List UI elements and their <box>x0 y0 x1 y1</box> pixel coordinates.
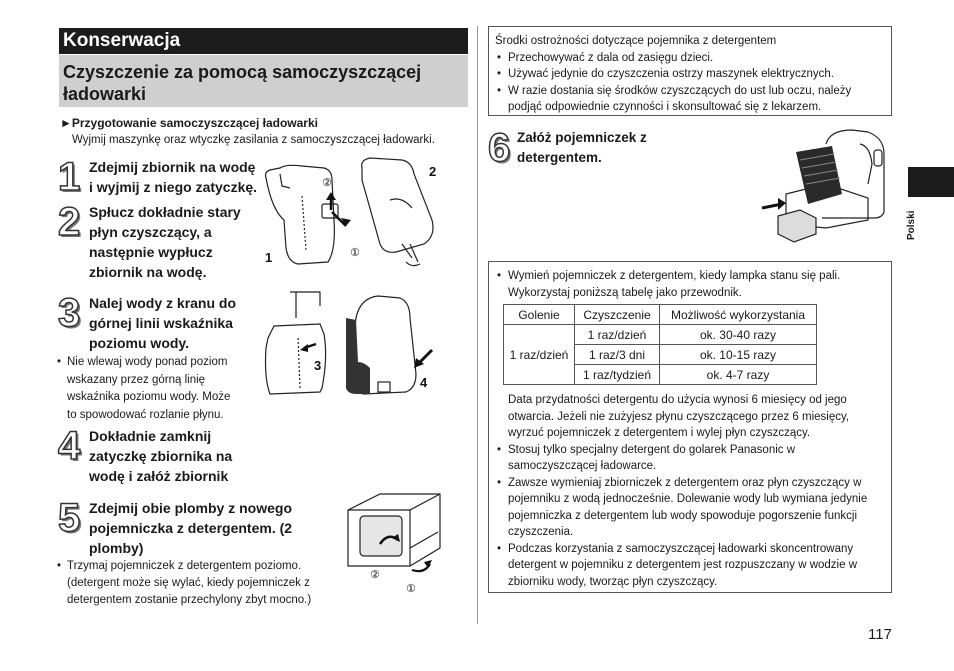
step-number-2: 2 <box>58 200 81 244</box>
step-6-line: detergentem. <box>517 150 602 165</box>
caution-title: Środki ostrożności dotyczące pojemnika z detergentem <box>495 35 777 47</box>
prep-heading: ►Przygotowanie samoczyszczącej ładowarki <box>60 116 318 130</box>
page-number: 117 <box>868 626 892 643</box>
note-line: Nie wlewaj wody ponad poziom <box>67 356 228 368</box>
step-5-note: • Trzymaj pojemniczek z detergentem poziomo. (detergent może się wylać, kiedy pojemniczek z detergentem zostanie przechylony zbyt mocno.) <box>56 558 346 609</box>
language-label: Polski <box>906 210 917 240</box>
info-item: • Podczas korzystania z samoczyszczącej ładowarki skoncentrowany detergent w pojemniku z detergentem jest rozpuszczany w wodzie w zbiorniku wody, tworząc płyn czyszczący. <box>495 541 887 591</box>
step-5-line: pojemniczka z detergentem. (2 <box>89 520 293 536</box>
figure-fill-water <box>260 288 440 410</box>
section-heading: Konserwacja <box>59 28 468 54</box>
step-4-text <box>89 426 269 486</box>
table-cell: ok. 4-7 razy <box>660 365 817 385</box>
info-box <box>488 261 892 593</box>
figure-cartridge-seals <box>340 488 480 598</box>
figure-insert-cartridge <box>756 124 892 248</box>
caution-item: • Używać jedynie do czyszczenia ostrzy maszynek elektrycznych. <box>495 66 885 83</box>
info-intro-block: • Wymień pojemniczek z detergentem, kiedy lampka stanu się pali. Wykorzystaj poniższą tabelę jako przewodnik. <box>497 270 841 299</box>
figure-callout: ② <box>322 176 332 189</box>
step-4-line: Dokładnie zamknij <box>89 428 212 444</box>
table-cell: 1 raz/tydzień <box>575 365 660 385</box>
step-number-3: 3 <box>58 291 81 335</box>
step-4-line: wodę i załóż zbiornik <box>89 468 229 484</box>
step-3-note: • Nie wlewaj wody ponad poziom wskazany przez górną linię wskaźnika poziomu wody. Może to spowodować rozlanie płynu. <box>56 354 256 424</box>
figure-callout: ① <box>406 582 416 595</box>
table-cell: ok. 30-40 razy <box>660 325 817 345</box>
info-item: • Zawsze wymieniaj zbiorniczek z detergentem oraz płyn czyszczący w pojemniku z wodą jednocześnie. Dolewanie wody lub wymiana jedynie pojemniczka z detergentem lub wody spowoduje pogorszenie funkcji czyszczenia. <box>495 475 887 541</box>
table-cell: 1 raz/dzień <box>575 325 660 345</box>
step-1-text <box>89 157 269 197</box>
figure-remove-tank <box>262 150 448 270</box>
step-3-text <box>89 293 269 353</box>
prep-text: Wyjmij maszynkę oraz wtyczkę zasilania z samoczyszczącej ładowarki. <box>72 134 435 146</box>
column-divider <box>477 26 478 624</box>
language-tab <box>908 167 954 197</box>
info-body <box>495 392 887 590</box>
step-number-1: 1 <box>58 155 81 199</box>
note-line: (detergent może się wylać, kiedy pojemniczek z <box>67 577 310 589</box>
note-line: wskaźnika poziomu wody. Może <box>67 391 231 403</box>
table-header: Golenie <box>504 305 575 325</box>
figure-label: 4 <box>420 375 428 390</box>
note-line: to spowodować rozlanie płynu. <box>67 408 224 421</box>
step-2-line: płyn czyszczący, a <box>89 224 212 240</box>
note-line: wskazany przez górną linię <box>67 373 206 386</box>
page-title: Czyszczenie za pomocą samoczyszczącej ładowarki <box>59 55 468 107</box>
step-2-text <box>89 202 269 282</box>
table-cell: 1 raz/3 dni <box>575 345 660 365</box>
step-4-line: zatyczkę zbiornika na <box>89 448 233 464</box>
table-cell: 1 raz/dzień <box>504 325 575 385</box>
caution-item: • Przechowywać z dala od zasięgu dzieci. <box>495 50 885 67</box>
step-number-6: 6 <box>488 126 511 170</box>
note-line: detergentem zostanie przechylony zbyt mocno.) <box>67 594 312 606</box>
figure-label: 2 <box>429 164 437 179</box>
step-3-line: Nalej wody z kranu do <box>89 295 237 311</box>
caution-item: • W razie dostania się środków czyszczących do ust lub oczu, należy podjąć odpowiednie czynności i skonsultować się z lekarzem. <box>495 83 885 116</box>
step-5-line: Zdejmij obie plomby z nowego <box>89 500 293 516</box>
info-intro: Wymień pojemniczek z detergentem, kiedy lampka stanu się pali. Wykorzystaj poniższą tabelę jako przewodnik. <box>508 270 841 299</box>
step-3-line: poziomu wody. <box>89 335 190 351</box>
step-5-line: plomby) <box>89 540 144 556</box>
table-header: Możliwość wykorzystania <box>660 305 817 325</box>
step-6-text <box>517 128 717 168</box>
step-6-line: Załóż pojemniczek z <box>517 130 647 145</box>
step-2-line: Spłucz dokładnie stary <box>89 204 241 220</box>
step-3-line: górnej linii wskaźnika <box>89 315 233 331</box>
note-line: Trzymaj pojemniczek z detergentem poziomo. <box>67 560 302 572</box>
step-5-text <box>89 498 339 558</box>
info-expiry: Data przydatności detergentu do użycia wynosi 6 miesięcy od jego otwarcia. Jeżeli nie zużyjesz płynu czyszczącego przez 6 miesięcy, wyrzuć pojemniczek z detergentem i wylej płyn czyszczący. <box>508 394 850 439</box>
step-2-line: zbiornik na wodę. <box>89 264 207 280</box>
caution-box <box>488 26 892 116</box>
step-2-line: następnie wypłucz <box>89 244 213 260</box>
figure-label: 3 <box>314 358 322 373</box>
figure-label: 1 <box>265 250 273 265</box>
step-1-line: i wyjmij z niego zatyczkę. <box>89 179 258 195</box>
step-1-line: Zdejmij zbiornik na wodę <box>89 159 256 175</box>
info-item: • Stosuj tylko specjalny detergent do golarek Panasonic w samoczyszczącej ładowarce. <box>495 442 887 475</box>
step-number-4: 4 <box>58 424 81 468</box>
usage-table <box>503 304 817 385</box>
figure-callout: ① <box>350 246 360 259</box>
step-number-5: 5 <box>58 496 81 540</box>
table-cell: ok. 10-15 razy <box>660 345 817 365</box>
figure-callout: ② <box>370 568 380 581</box>
table-header: Czyszczenie <box>575 305 660 325</box>
